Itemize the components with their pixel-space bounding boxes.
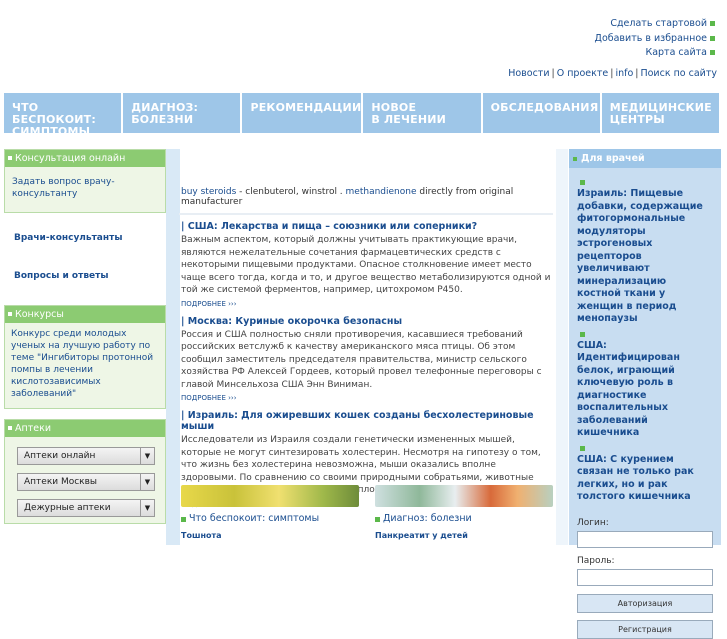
tile-subtitle[interactable]: Тошнота — [181, 531, 222, 540]
login-button[interactable]: Авторизация — [577, 594, 713, 613]
search-link[interactable]: Поиск по сайту — [640, 68, 717, 79]
tile-caption[interactable]: Что беспокоит: симптомы — [181, 513, 359, 524]
contests-heading: Конкурсы — [5, 306, 165, 323]
doctor-news-item[interactable]: Израиль: Пищевые добавки, содержащие фитогормональные модуляторы эстрогеновых рецепторов увеличивают минерализацию костной ткани у женщин в период менопаузы — [577, 188, 703, 324]
ad-line: buy steroids - clenbuterol, winstrol . methandienone directly from original manufacturer — [181, 187, 514, 207]
consult-box — [4, 149, 166, 213]
about-link[interactable]: О проекте — [556, 68, 609, 79]
bullet-icon — [580, 180, 585, 185]
tile-subtitle[interactable]: Панкреатит у детей — [375, 531, 468, 540]
news-body: Важным аспектом, который должны учитывать практикующие врачи, являются нежелательные сочетания фармацевтических средств с некоторыми пищевыми продуктами. Опасное столкновение имеет место чаще всего тогда, когда и то, и другое вещество метаболизируются одной и той же системой ферментов, например, цитохромом Р450. — [181, 235, 551, 295]
add-favorites-link[interactable]: Добавить в избранное — [595, 32, 715, 47]
nav-symptoms[interactable]: ЧТО БЕСПОКОИТ: СИМПТОМЫ — [4, 93, 123, 133]
peppers-image — [375, 485, 553, 507]
nav-recommendations[interactable]: РЕКОМЕНДАЦИИ — [242, 93, 363, 133]
nav-diseases[interactable]: ДИАГНОЗ: БОЛЕЗНИ — [123, 93, 242, 133]
pharmacy-box — [4, 419, 166, 524]
for-doctors-heading: Для врачей — [569, 149, 721, 168]
ad-link-steroids[interactable]: buy steroids — [181, 187, 237, 197]
pharmacy-heading: Аптеки — [5, 420, 165, 437]
chevron-down-icon[interactable]: ▼ — [140, 448, 154, 464]
qa-link[interactable]: Вопросы и ответы — [14, 271, 109, 281]
main-content — [181, 149, 553, 516]
news-body: Россия и США полностью сняли противоречия, касавшиеся требований российских ветслужб к качеству американского мяса птицы. Об этом сообщил заместитель председателя правительства, министр сельского хозяйства РФ Алексей Гордеев, который провел телефонные переговоры с главой Минсельхоза США Энн Виниман. — [181, 329, 542, 390]
bullet-icon — [710, 21, 715, 26]
news-link[interactable]: Новости — [508, 68, 550, 79]
bullet-icon — [580, 332, 585, 337]
news-title[interactable]: | Москва: Куриные окорочка безопасны — [181, 315, 403, 327]
doctors-link[interactable]: Врачи-консультанты — [14, 233, 123, 243]
divider — [179, 213, 553, 215]
utility-links — [595, 17, 715, 61]
register-button[interactable]: Регистрация — [577, 620, 713, 639]
info-link[interactable]: info — [615, 68, 634, 79]
pharmacy-duty-select[interactable]: Дежурные аптеки ▼ — [17, 499, 155, 517]
news-title[interactable]: | США: Лекарства и пища – союзники или соперники? — [181, 221, 478, 232]
lemon-image — [181, 485, 359, 507]
main-nav — [4, 93, 719, 138]
pharmacy-moscow-select[interactable]: Аптеки Москвы ▼ — [17, 473, 155, 491]
news-body: Исследователи из Израиля создали генетически измененных мышей, которые не могут синтезировать холестерин. Несмотря на гипотезу о том, что жизнь без холестерина невозможна, мыши оказались вполне здоровыми. По сравнению со своими природными собратьями, животные бесплодны. — [181, 435, 541, 495]
tile-symptoms[interactable] — [181, 485, 359, 540]
more-link[interactable]: ПОДРОБНЕЕ ››› — [181, 299, 237, 308]
consult-heading: Консультация онлайн — [5, 150, 165, 167]
news-item — [181, 221, 553, 308]
bullet-icon — [710, 36, 715, 41]
news-item — [181, 316, 553, 403]
doctor-news-item[interactable]: США: Идентифицирован белок, играющий ключевую роль в диагностике воспалительных заболеваний кишечника — [577, 339, 680, 438]
secondary-nav: Новости | О проекте | info | Поиск по сайту — [508, 68, 717, 79]
right-sidebar — [569, 149, 721, 634]
tile-diseases[interactable] — [375, 485, 553, 540]
bullet-icon — [710, 50, 715, 55]
sitemap-link[interactable]: Карта сайта — [595, 46, 715, 61]
news-title[interactable]: | Израиль: Для ожиревших кошек созданы бесхолестериновые мыши — [181, 410, 534, 432]
bullet-icon — [580, 446, 585, 451]
chevron-down-icon[interactable]: ▼ — [140, 500, 154, 516]
chevron-down-icon[interactable]: ▼ — [140, 474, 154, 490]
set-homepage-link[interactable]: Сделать стартовой — [595, 17, 715, 32]
login-label: Логин: — [577, 517, 609, 528]
left-sidebar — [4, 149, 166, 530]
doctor-news-item[interactable]: США: С курением связан не только рак легких, но и рак толстого кишечника — [577, 453, 694, 502]
ask-doctor-link[interactable]: Задать вопрос врачу-консультанту — [12, 177, 115, 199]
contest-link[interactable]: Конкурс среди молодых ученых на лучшую работу по теме "Ингибиторы протонной помпы в лечении кислотозависимых заболеваний" — [11, 329, 154, 399]
doctor-news-list — [569, 180, 721, 504]
nav-new-treatment[interactable]: НОВОЕ В ЛЕЧЕНИИ — [363, 93, 482, 133]
more-link[interactable]: ПОДРОБНЕЕ ››› — [181, 394, 237, 402]
nav-examinations[interactable]: ОБСЛЕДОВАНИЯ — [483, 93, 602, 133]
ad-link-methandienone[interactable]: methandienone — [345, 187, 417, 197]
tile-caption[interactable]: Диагноз: болезни — [375, 513, 553, 524]
pharmacy-online-select[interactable]: Аптеки онлайн ▼ — [17, 447, 155, 465]
login-form — [569, 518, 721, 639]
divider-strip — [166, 149, 180, 545]
right-divider — [556, 149, 568, 545]
nav-medical-centers[interactable]: МЕДИЦИНСКИЕ ЦЕНТРЫ — [602, 93, 719, 133]
password-label: Пароль: — [577, 555, 615, 566]
contests-box — [4, 305, 166, 409]
password-input[interactable] — [577, 569, 713, 586]
